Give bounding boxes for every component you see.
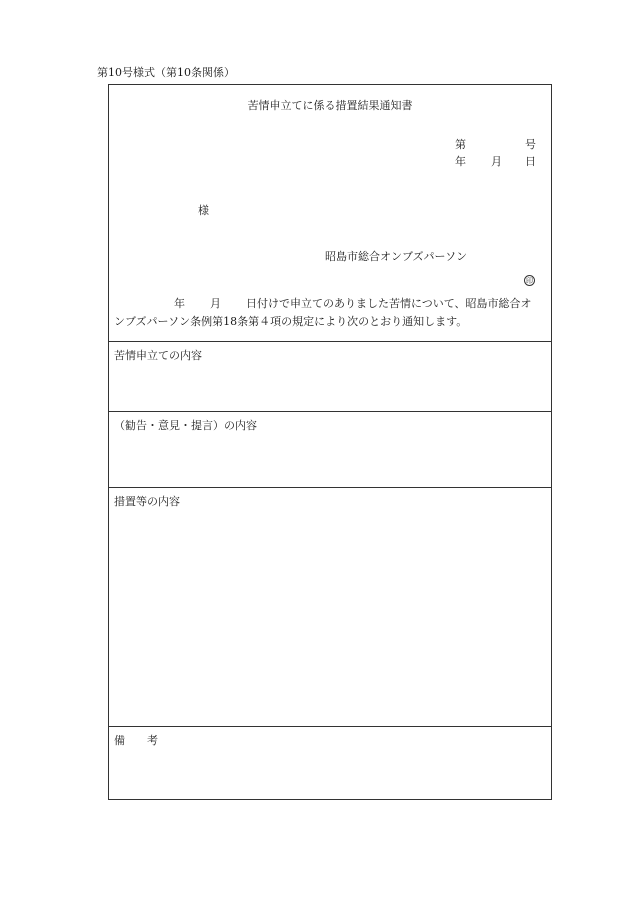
complaint-content-label: 苦情申立ての内容 — [114, 349, 202, 362]
divider-remarks — [109, 726, 551, 727]
advice-content-label: （勧告・意見・提言）の内容 — [114, 419, 257, 432]
divider-complaint — [109, 341, 551, 342]
remarks-label: 備 考 — [114, 734, 158, 747]
number-suffix: 号 — [525, 138, 536, 151]
addressee-suffix: 様 — [198, 204, 209, 217]
divider-advice — [109, 411, 551, 412]
body-text-line2: ンブズパーソン条例第18条第４項の規定により次のとおり通知します。 — [114, 315, 468, 328]
date-year-label: 年 — [455, 155, 466, 168]
date-month-label: 月 — [491, 155, 502, 168]
sender-name: 昭島市総合オンブズパーソン — [325, 250, 468, 263]
number-prefix: 第 — [455, 138, 466, 151]
seal-mark: 印 — [526, 277, 533, 285]
body-year-label: 年 — [174, 297, 185, 310]
body-text-line1: 日付けで申立てのありました苦情について、昭島市総合オ — [246, 297, 532, 310]
document-title: 苦情申立てに係る措置結果通知書 — [247, 99, 413, 112]
date-day-label: 日 — [525, 155, 536, 168]
divider-measures — [109, 487, 551, 488]
form-number-label: 第10号様式（第10条関係） — [97, 66, 235, 79]
measures-content-label: 措置等の内容 — [114, 495, 180, 508]
notice-form — [108, 84, 552, 800]
body-month-label: 月 — [210, 297, 221, 310]
